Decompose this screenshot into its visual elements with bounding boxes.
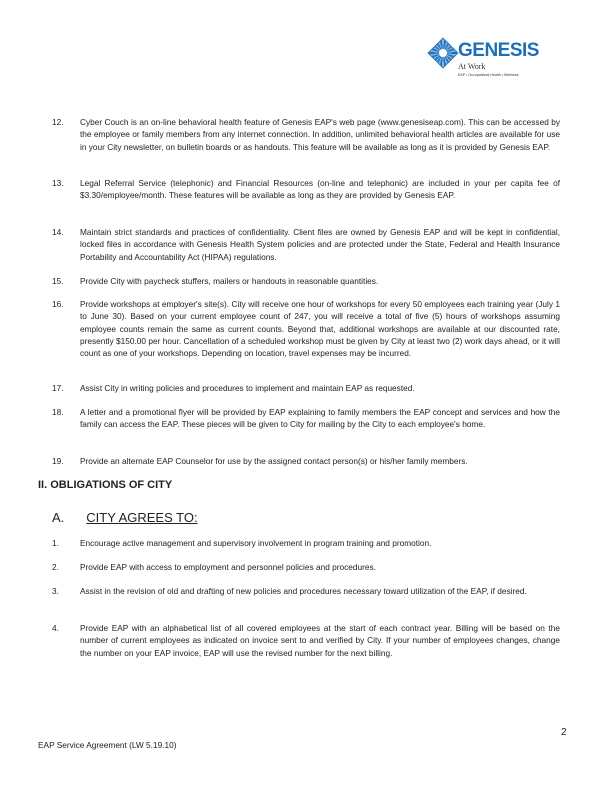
list-item: [52, 226, 560, 263]
item-number: 16.: [52, 299, 64, 309]
list-item: [52, 298, 560, 359]
list-item: [52, 561, 560, 573]
subsection-title: CITY AGREES TO:: [86, 510, 198, 525]
list-item: [52, 622, 560, 659]
list-item: [52, 177, 560, 202]
item-text: Provide EAP with access to employment and personnel policies and procedures.: [80, 562, 376, 572]
item-text: Provide an alternate EAP Counselor for use by the assigned contact person(s) or his/her family members.: [80, 456, 468, 466]
logo-tagline: EAP • Occupational Health • Wellness: [458, 73, 519, 77]
item-number: 4.: [52, 623, 59, 633]
item-number: 1.: [52, 538, 59, 548]
item-text: A letter and a promotional flyer will be provided by EAP explaining to family members the EAP concept and services and how the family can access the EAP. These pieces will be given to City for mailing by the City to each employee's home.: [80, 407, 560, 430]
logo-name: GENESIS: [458, 40, 539, 61]
item-number: 15.: [52, 276, 64, 286]
subsection-letter: A.: [52, 510, 65, 525]
item-number: 18.: [52, 407, 64, 417]
list-item: [52, 116, 560, 153]
list-item: [52, 455, 560, 467]
item-number: 13.: [52, 178, 64, 188]
item-number: 2.: [52, 562, 59, 572]
list-item: [52, 585, 560, 597]
list-item: [52, 537, 560, 549]
genesis-diamond-icon: [427, 37, 458, 68]
item-number: 19.: [52, 456, 64, 466]
subsection-heading: [52, 510, 198, 525]
item-text: Legal Referral Service (telephonic) and Financial Resources (on-line and telephonic) are included in your per capita fee of $3.30/employee/month. These features will be available as long as they are provided by Genesis EAP.: [80, 178, 560, 201]
logo-subtitle: At Work: [458, 62, 486, 71]
item-text: Encourage active management and supervisory involvement in program training and promotion.: [80, 538, 432, 548]
item-text: Provide workshops at employer's site(s). City will receive one hour of workshops for every 50 employees each training year (July 1 to June 30). Based on your current employee count of 247, you will receive a total of five (5) hours of workshops assuming employee counts remain the same as current counts. Beyond that, additional workshops are available at our discounted rate, presently $150.00 per hour. Cancellation of a scheduled workshop must be given by City at least two (2) work days ahead, or it will count as one of your workshops. Depending on location, travel expenses may be incurred.: [80, 299, 560, 359]
list-item: [52, 382, 560, 394]
item-text: Provide City with paycheck stuffers, mailers or handouts in reasonable quantities.: [80, 276, 379, 286]
page-number: 2: [561, 727, 567, 738]
item-number: 14.: [52, 227, 64, 237]
footer-text: EAP Service Agreement (LW 5.19.10): [38, 740, 177, 750]
item-number: 17.: [52, 383, 64, 393]
item-number: 3.: [52, 586, 59, 596]
item-number: 12.: [52, 117, 64, 127]
item-text: Provide EAP with an alphabetical list of all covered employees at the start of each contract year. Billing will be based on the number of current employees as indicated on invoice sent to and verified by City. If your number of employees changes, change the number on your EAP invoice, EAP will use the revised number for the next billing.: [80, 623, 560, 658]
item-text: Assist in the revision of old and drafting of new policies and procedures necessary toward utilization of the EAP, if desired.: [80, 586, 527, 596]
item-text: Assist City in writing policies and procedures to implement and maintain EAP as requested.: [80, 383, 415, 393]
genesis-logo: [428, 38, 548, 88]
section-heading: II. OBLIGATIONS OF CITY: [38, 479, 173, 491]
list-item: [52, 406, 560, 431]
list-item: [52, 275, 560, 287]
item-text: Cyber Couch is an on-line behavioral health feature of Genesis EAP's web page (www.genesiseap.com). This can be accessed by the employee or family members from any internet connection. In addition, unlimited behavioral health articles are available for use in your City newsletter, on bulletin boards or as handouts. This feature will be available as long as it is provided by Genesis EAP.: [80, 117, 560, 152]
item-text: Maintain strict standards and practices of confidentiality. Client files are owned by Genesis EAP and will be kept in confidential, locked files in accordance with Genesis Health System policies and are protected under the State, Federal and Health Insurance Portability and Accountability Act (HIPAA) regulations.: [80, 227, 560, 262]
